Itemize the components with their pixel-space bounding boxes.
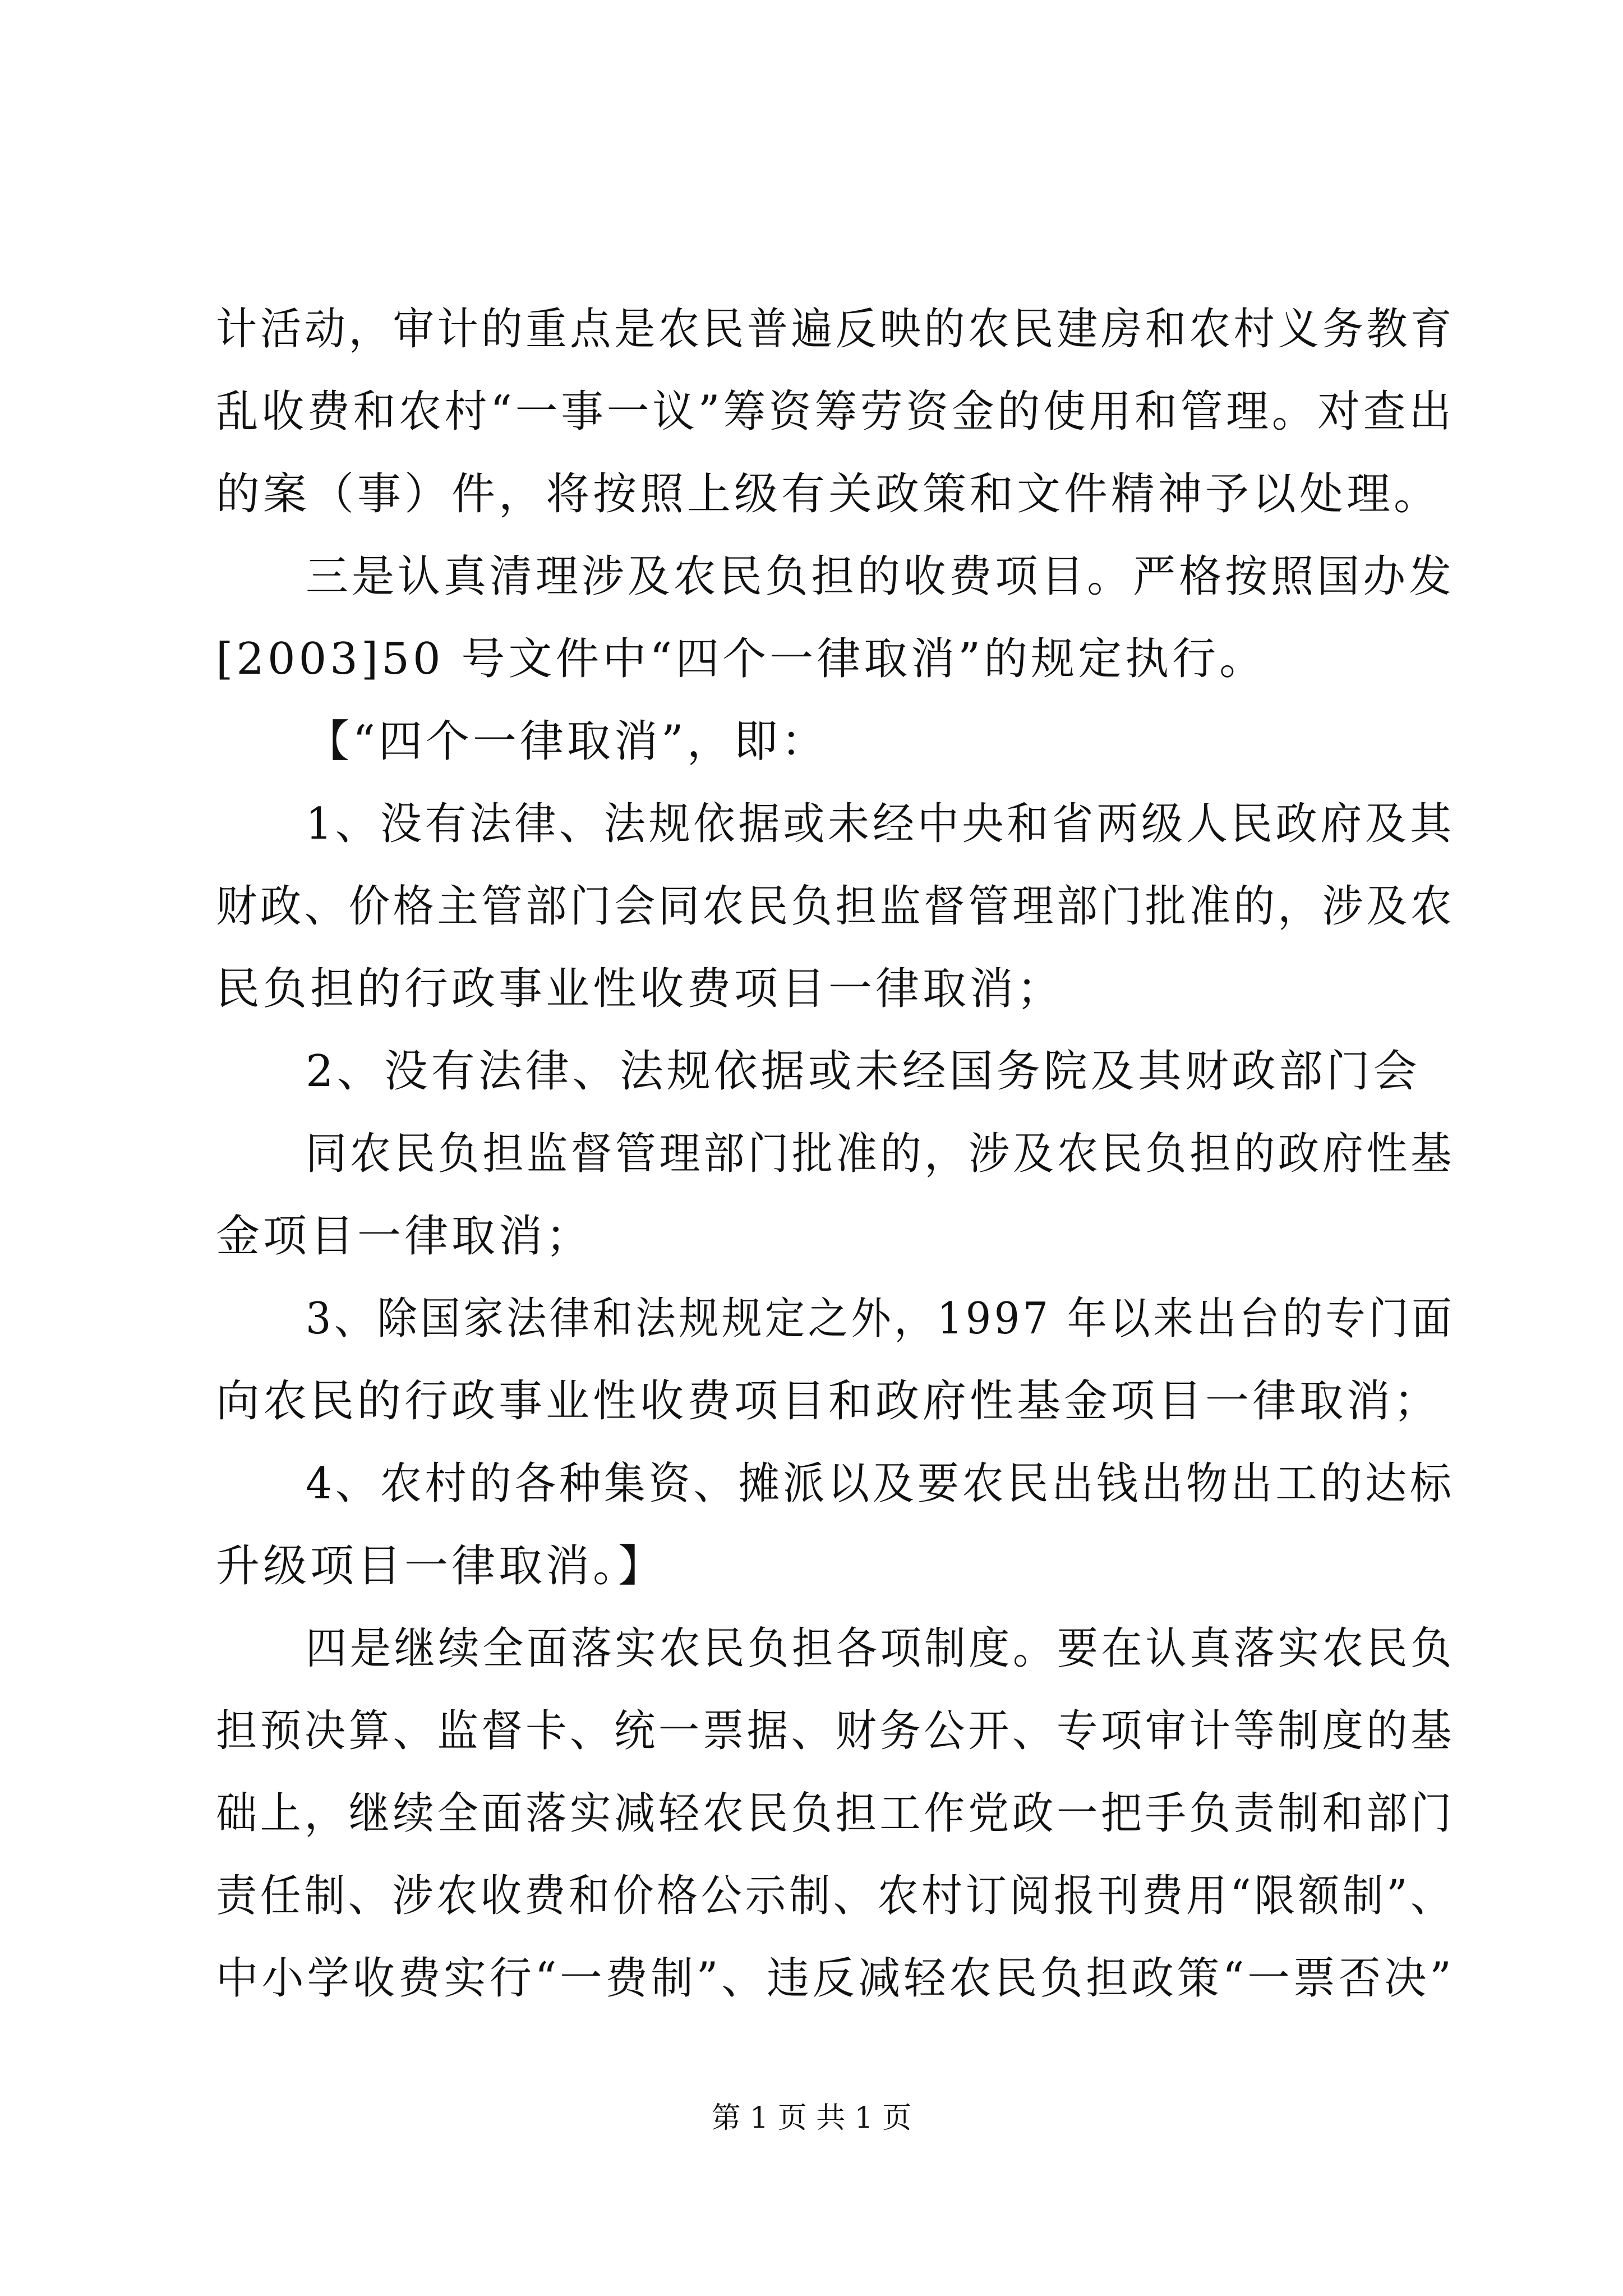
text-line: 三是认真清理涉及农民负担的收费项目。严格按照国办发 [306,551,1455,602]
text-line: 中小学收费实行“一费制”、违反减轻农民负担政策“一票否决” [216,1953,1455,2004]
text-line: 【“四个一律取消”，即： [306,716,828,767]
text-line: 1、没有法律、法规依据或未经中央和省两级人民政府及其 [306,799,1455,849]
text-line: 4、农村的各种集资、摊派以及要农民出钱出物出工的达标 [306,1458,1455,1509]
text-line: 的案（事）件，将按照上级有关政策和文件精神予以处理。 [216,469,1441,519]
page-number-footer: 第 1 页 共 1 页 [711,2101,912,2135]
text-line: 财政、价格主管部门会同农民负担监督管理部门批准的，涉及农 [216,881,1455,932]
text-line: 四是继续全面落实农民负担各项制度。要在认真落实农民负 [306,1623,1455,1674]
text-line: [2003]50 号文件中“四个一律取消”的规定执行。 [216,634,1267,684]
text-line: 责任制、涉农收费和价格公示制、农村订阅报刊费用“限额制”、 [216,1871,1455,1921]
text-line: 升级项目一律取消。】 [216,1541,666,1591]
text-line: 担预决算、监督卡、统一票据、财务公开、专项审计等制度的基 [216,1706,1455,1756]
text-line: 同农民负担监督管理部门批准的，涉及农民负担的政府性基 [306,1129,1455,1179]
text-line: 金项目一律取消； [216,1211,593,1262]
text-line: 计活动，审计的重点是农民普遍反映的农民建房和农村义务教育 [216,304,1455,355]
text-line: 民负担的行政事业性收费项目一律取消； [216,964,1064,1014]
text-line: 础上，继续全面落实减轻农民负担工作党政一把手负责制和部门 [216,1788,1455,1839]
text-line: 2、没有法律、法规依据或未经国务院及其财政部门会 [306,1046,1421,1097]
text-line: 向农民的行政事业性收费项目和政府性基金项目一律取消； [216,1376,1441,1427]
text-line: 乱收费和农村“一事一议”筹资筹劳资金的使用和管理。对查出 [216,386,1455,437]
text-line: 3、除国家法律和法规规定之外，1997 年以来出台的专门面 [306,1294,1455,1344]
